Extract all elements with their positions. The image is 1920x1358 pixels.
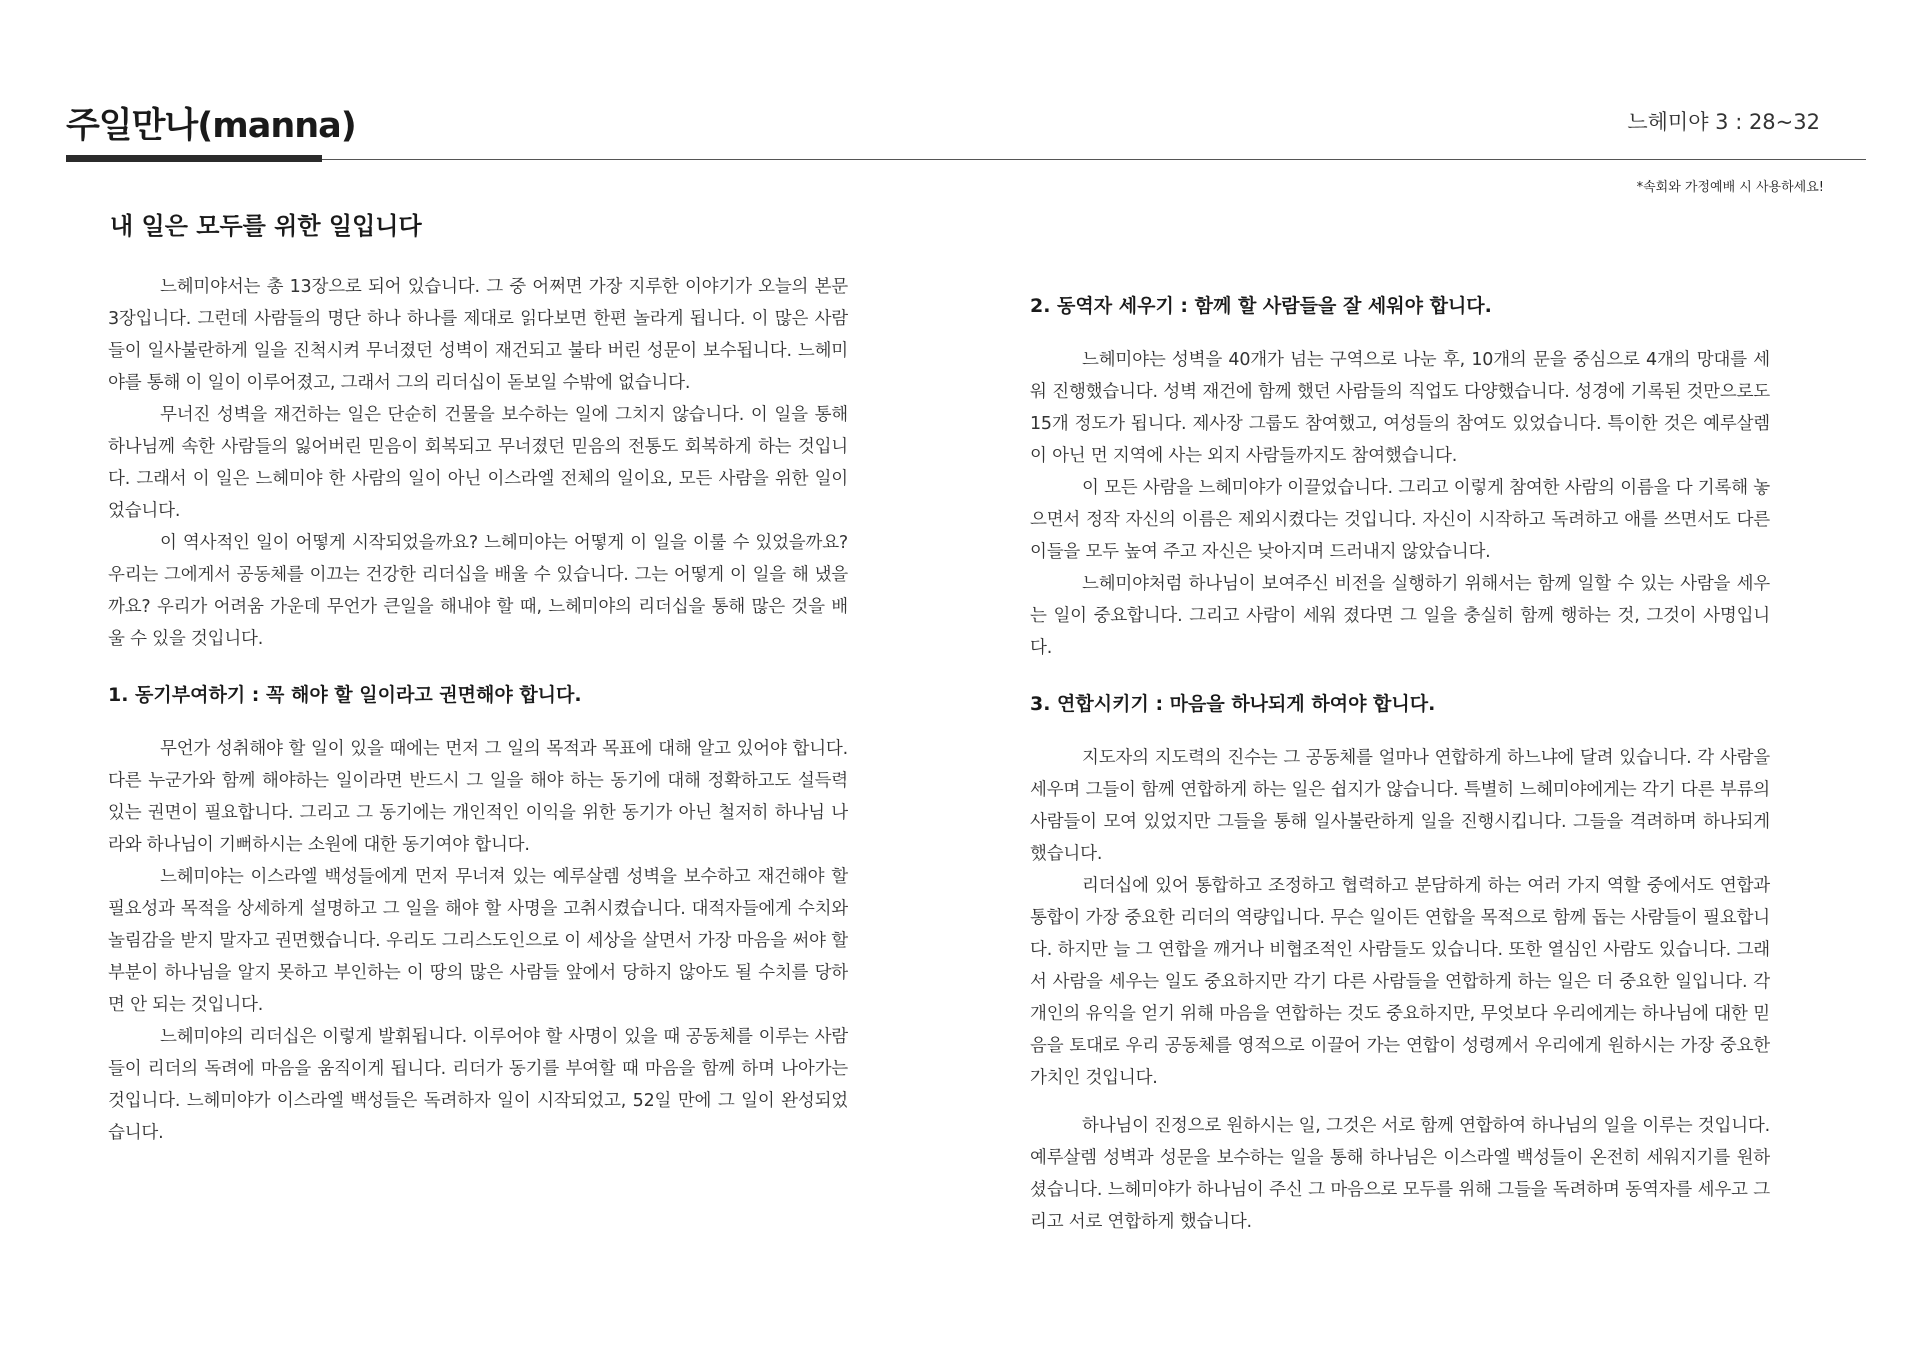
section-1-heading: 1. 동기부여하기 : 꼭 해야 할 일이라고 권면해야 합니다. (108, 684, 582, 706)
section-2-paragraph-3: 느헤미야처럼 하나님이 보여주신 비전을 실행하기 위해서는 함께 일할 수 있는 사람을 세우는 일이 중요합니다. 그리고 사람이 세워 졌다면 그 일을 충실히 함께 행하는 것, 그것이 사명입니다. (1030, 574, 1770, 658)
intro-paragraph-1: 느헤미야서는 총 13장으로 되어 있습니다. 그 중 어쩌면 가장 지루한 이야기가 오늘의 본문 3장입니다. 그런데 사람들의 명단 하나 하나를 제대로 읽다보면 한편 놀라게 됩니다. 이 많은 사람들이 일사불란하게 일을 진척시켜 무너졌던 성벽이 재건되고 불타 버린 성문이 보수됩니다. 느헤미야를 통해 이 일이 이루어졌고, 그래서 그의 리더십이 돋보일 수밖에 없습니다. (108, 277, 848, 393)
section-1-paragraph-1: 무언가 성취해야 할 일이 있을 때에는 먼저 그 일의 목적과 목표에 대해 알고 있어야 합니다. 다른 누군가와 함께 해야하는 일이라면 반드시 그 일을 해야 하는 동기에 대해 정확하고도 설득력 있는 권면이 필요합니다. 그리고 그 동기에는 개인적인 이익을 위한 동기가 아닌 철저히 하나님 나라와 하나님이 기뻐하시는 소원에 대한 동기여야 합니다. (108, 739, 848, 855)
closing-paragraph: 하나님이 진정으로 원하시는 일, 그것은 서로 함께 연합하여 하나님의 일을 이루는 것입니다. 예루살렘 성벽과 성문을 보수하는 일을 통해 하나님은 이스라엘 백성들이 온전히 세워지기를 원하셨습니다. 느헤미야가 하나님이 주신 그 마음으로 모두를 위해 그들을 독려하며 동역자를 세우고 그리고 서로 연합하게 했습니다. (1030, 1116, 1770, 1232)
intro-paragraph-2: 무너진 성벽을 재건하는 일은 단순히 건물을 보수하는 일에 그치지 않습니다. 이 일을 통해 하나님께 속한 사람들의 잃어버린 믿음이 회복되고 무너졌던 믿음의 전통도 회복하게 하는 것입니다. 그래서 이 일은 느헤미야 한 사람의 일이 아닌 이스라엘 전체의 일이요, 모든 사람을 위한 일이었습니다. (108, 405, 848, 521)
section-1-paragraph-2: 느헤미야는 이스라엘 백성들에게 먼저 무너져 있는 예루살렘 성벽을 보수하고 재건해야 할 필요성과 목적을 상세하게 설명하고 그 일을 해야 할 사명을 고취시켰습니다. 대적자들에게 수치와 놀림감을 받지 말자고 권면했습니다. 우리도 그리스도인으로 이 세상을 살면서 가장 마음을 써야 할 부분이 하나님을 알지 못하고 부인하는 이 땅의 많은 사람들 앞에서 당하지 않아도 될 수치를 당하면 안 되는 것입니다. (108, 867, 848, 1015)
article-title: 내 일은 모두를 위한 일입니다 (110, 212, 422, 240)
header-accent-bar (66, 155, 322, 162)
usage-note: *속회와 가정예배 시 사용하세요! (1636, 180, 1824, 195)
left-column (108, 271, 848, 1149)
section-1-paragraph-3: 느헤미야의 리더십은 이렇게 발휘됩니다. 이루어야 할 사명이 있을 때 공동체를 이루는 사람들이 리더의 독려에 마음을 움직이게 됩니다. 리더가 동기를 부여할 때 마음을 함께 하며 나아가는 것입니다. 느헤미야가 이스라엘 백성들은 독려하자 일이 시작되었고, 52일 만에 그 일이 완성되었습니다. (108, 1027, 848, 1143)
section-2-paragraph-2: 이 모든 사람을 느헤미야가 이끌었습니다. 그리고 이렇게 참여한 사람의 이름을 다 기록해 놓으면서 정작 자신의 이름은 제외시켰다는 것입니다. 자신이 시작하고 독려하고 애를 쓰면서도 다른 이들을 모두 높여 주고 자신은 낮아지며 드러내지 않았습니다. (1030, 478, 1770, 562)
section-2-paragraph-1: 느헤미야는 성벽을 40개가 넘는 구역으로 나눈 후, 10개의 문을 중심으로 4개의 망대를 세워 진행했습니다. 성벽 재건에 함께 했던 사람들의 직업도 다양했습니다. 성경에 기록된 것만으로도 15개 정도가 됩니다. 제사장 그룹도 참여했고, 여성들의 참여도 있었습니다. 특이한 것은 예루살렘이 아닌 먼 지역에 사는 외지 사람들까지도 참여했습니다. (1030, 350, 1770, 466)
intro-paragraph-3: 이 역사적인 일이 어떻게 시작되었을까요? 느헤미야는 어떻게 이 일을 이룰 수 있었을까요? 우리는 그에게서 공동체를 이끄는 건강한 리더십을 배울 수 있습니다. 그는 어떻게 이 일을 해 냈을까요? 우리가 어려움 가운데 무언가 큰일을 해내야 할 때, 느헤미야의 리더십을 통해 많은 것을 배울 수 있을 것입니다. (108, 533, 848, 649)
section-2-heading: 2. 동역자 세우기 : 함께 할 사람들을 잘 세워야 합니다. (1030, 295, 1492, 317)
section-3-paragraph-1: 지도자의 지도력의 진수는 그 공동체를 얼마나 연합하게 하느냐에 달려 있습니다. 각 사람을 세우며 그들이 함께 연합하게 하는 일은 쉽지가 않습니다. 특별히 느헤미야에게는 각기 다른 부류의 사람들이 모여 있었지만 그들을 통해 일사불란하게 일을 진행시킵니다. 그들을 격려하며 하나되게 했습니다. (1030, 748, 1770, 864)
section-3-heading: 3. 연합시키기 : 마음을 하나되게 하여야 합니다. (1030, 693, 1436, 715)
scripture-reference: 느헤미야 3 : 28~32 (1627, 110, 1820, 134)
header-divider (66, 159, 1866, 160)
publication-title: 주일만나(manna) (66, 106, 356, 146)
right-column (1030, 290, 1770, 1238)
section-3-paragraph-2: 리더십에 있어 통합하고 조정하고 협력하고 분담하게 하는 여러 가지 역할 중에서도 연합과 통합이 가장 중요한 리더의 역량입니다. 무슨 일이든 연합을 목적으로 함께 돕는 사람들이 필요합니다. 하지만 늘 그 연합을 깨거나 비협조적인 사람들도 있습니다. 또한 열심인 사람도 있습니다. 그래서 사람을 세우는 일도 중요하지만 각기 다른 사람들을 연합하게 하는 일은 더 중요한 일입니다. 각 개인의 유익을 얻기 위해 마음을 연합하는 것도 중요하지만, 무엇보다 우리에게는 하나님에 대한 믿음을 토대로 우리 공동체를 영적으로 이끌어 가는 연합이 성령께서 우리에게 원하시는 가장 중요한 가치인 것입니다. (1030, 876, 1770, 1088)
